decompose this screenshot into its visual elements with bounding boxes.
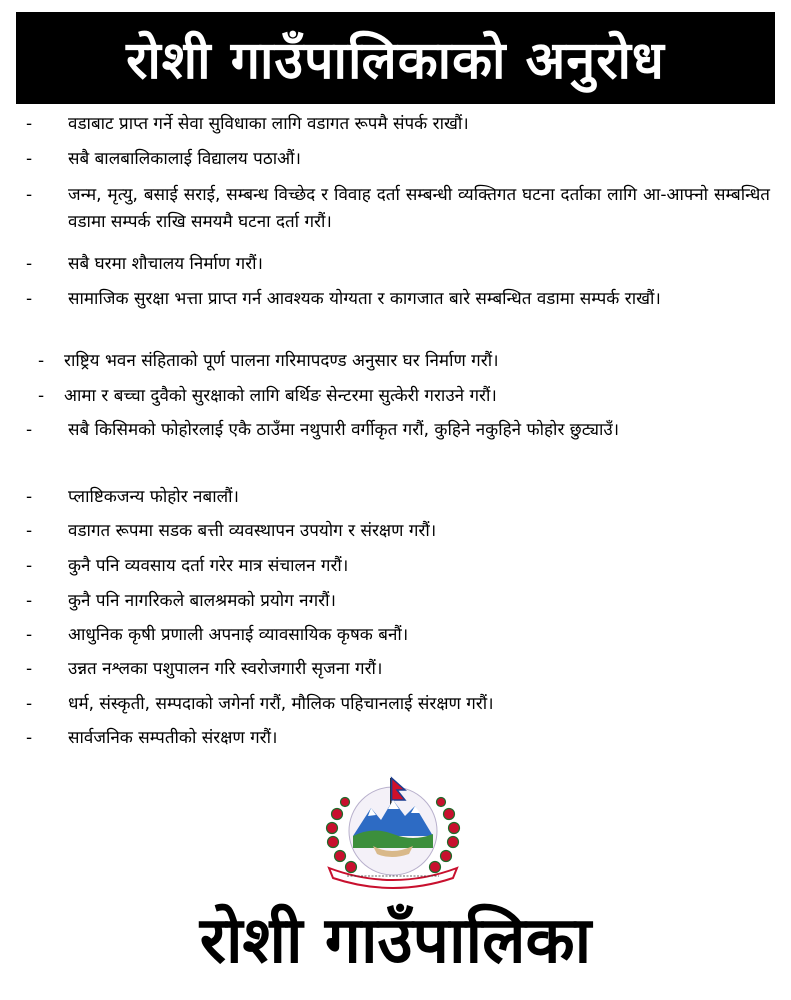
list-bullet: -: [26, 185, 33, 205]
list-item-text: आमा र बच्चा दुवैको सुरक्षाको लागि बर्थिङ सेन्टरमा सुत्केरी गराउने गरौं।: [64, 386, 497, 406]
list-bullet: -: [26, 487, 33, 507]
list-item-text: कुनै पनि व्यवसाय दर्ता गरेर मात्र संचालन गरौं।: [68, 556, 349, 576]
list-item-text: सार्वजनिक सम्पतीको संरक्षण गरौं।: [68, 728, 278, 748]
list-item-text: सबै घरमा शौचालय निर्माण गरौं।: [68, 254, 263, 274]
list-bullet: -: [26, 694, 33, 714]
list-item-text: उन्नत नश्लका पशुपालन गरि स्वरोजगारी सृजना गरौं।: [68, 659, 383, 679]
list-bullet: -: [26, 591, 33, 611]
list-item-text: जन्म, मृत्यु, बसाई सराई, सम्बन्ध विच्छेद र विवाह दर्ता सम्बन्धी व्यक्तिगत घटना दर्ताका लागि आ-आफ्नो सम्बन्धित वडामा सम्पर्क राखि समयमै घटना दर्ता गरौं।: [68, 185, 770, 232]
list-bullet: -: [38, 386, 45, 406]
list-item-text: कुनै पनि नागरिकले बालश्रमको प्रयोग नगरौं।: [68, 591, 336, 611]
list-bullet: -: [26, 556, 33, 576]
list-item-text: राष्ट्रिय भवन संहिताको पूर्ण पालना गरिमापदण्ड अनुसार घर निर्माण गरौं।: [64, 351, 499, 371]
list-item-text: वडागत रूपमा सडक बत्ती व्यवस्थापन उपयोग र संरक्षण गरौं।: [68, 521, 437, 541]
list-item-text: वडाबाट प्राप्त गर्ने सेवा सुविधाका लागि वडागत रूपमै संपर्क राखौं।: [68, 114, 469, 134]
list-bullet: -: [26, 420, 33, 440]
list-bullet: -: [26, 149, 33, 169]
list-bullet: -: [26, 521, 33, 541]
list-item-text: सबै बालबालिकालाई विद्यालय पठाऔं।: [68, 149, 301, 169]
header-bar: [16, 12, 775, 104]
list-item-text: सामाजिक सुरक्षा भत्ता प्राप्त गर्न आवश्यक योग्यता र कागजात बारे सम्बन्धित वडामा सम्पर्क राखौं।: [68, 289, 661, 309]
list-bullet: -: [26, 254, 33, 274]
list-bullet: -: [38, 351, 45, 371]
list-bullet: -: [26, 114, 33, 134]
list-bullet: -: [26, 289, 33, 309]
list-item-text: सबै किसिमको फोहोरलाई एकै ठाउँमा नथुपारी वर्गीकृत गरौं, कुहिने नकुहिने फोहोर छुट्याउँ।: [68, 420, 620, 440]
list-item-text: प्लाष्टिकजन्य फोहोर नबालौं।: [68, 487, 239, 507]
list-bullet: -: [26, 728, 33, 748]
list-item-text: आधुनिक कृषी प्रणाली अपनाई व्यावसायिक कृषक बनौं।: [68, 625, 409, 645]
header-title: रोशी गाउँपालिकाको अनुरोध: [126, 30, 665, 91]
nepal-government-emblem-icon: [313, 770, 473, 892]
list-item-text: धर्म, संस्कृती, सम्पदाको जगेर्ना गरौं, मौलिक पहिचानलाई संरक्षण गरौं।: [68, 694, 494, 714]
list-bullet: -: [26, 625, 33, 645]
list-bullet: -: [26, 659, 33, 679]
footer-title: रोशी गाउँपालिका: [199, 904, 592, 978]
